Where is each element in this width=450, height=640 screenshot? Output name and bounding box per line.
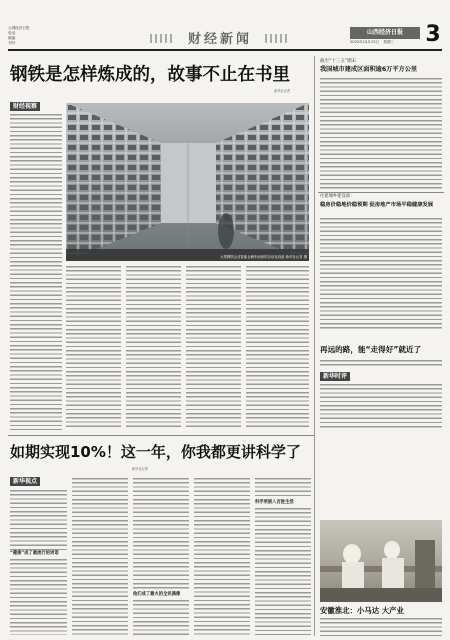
masthead xyxy=(0,0,450,60)
factory-photo xyxy=(320,520,442,602)
masthead-date xyxy=(350,40,425,45)
banner-bars-right xyxy=(265,34,290,43)
section-title: 财经新闻 xyxy=(187,32,252,47)
masthead-meta xyxy=(8,26,68,46)
second-body-col-4 xyxy=(194,478,250,635)
second-body-col-3b xyxy=(133,600,189,635)
second-body-col-1 xyxy=(10,490,67,550)
right-top-headline: 我国城市建成区面积逾6万平方公里 xyxy=(320,66,418,73)
lead-body-col-4 xyxy=(186,266,241,430)
second-subhead-3: 科学更嵌入百姓生活 xyxy=(255,500,294,505)
banner-bars-left xyxy=(150,34,175,43)
lead-section-tag: 财经视察 xyxy=(10,102,40,111)
right-mid-body xyxy=(320,218,442,330)
date: 2020年10月23日 xyxy=(350,40,380,44)
second-headline: 如期实现10%！这一年，你我都更讲科学了 xyxy=(10,443,301,461)
lead-body-col-1 xyxy=(10,114,62,430)
second-body-col-5a xyxy=(255,478,311,498)
right-rule-1 xyxy=(318,192,444,193)
right-small-body xyxy=(320,360,442,368)
lead-body-col-3 xyxy=(126,266,181,430)
new-view-tag: 新华时评 xyxy=(320,372,350,381)
paper-name: 山西经济日报 xyxy=(366,29,403,36)
column-divider xyxy=(314,56,315,636)
lead-photo-caption: 大型钢铁企业智能仓储车间里的自动化设备 新华社记者 摄 xyxy=(220,255,307,259)
right-top-kicker: 截至“十三五”期末 xyxy=(320,59,357,64)
second-body-col-3a xyxy=(133,478,189,590)
bottom-right-headline: 安徽淮北：小马达 大产业 xyxy=(320,606,404,615)
lead-body-col-5 xyxy=(246,266,309,430)
bottom-right-body xyxy=(320,618,442,636)
second-subhead-1: “健康”成了最流行的词语 xyxy=(10,551,59,556)
meta-line: 邮编： xyxy=(8,36,19,40)
section-title-banner xyxy=(150,28,290,48)
warehouse-image xyxy=(66,103,309,261)
new-view-body xyxy=(320,384,442,430)
right-top-body xyxy=(320,78,442,190)
right-small-headline: 再远的路，能“走得好”就近了 xyxy=(320,345,422,354)
second-body-col-2 xyxy=(72,478,128,635)
second-body-col-1b xyxy=(10,559,67,635)
meta-line: 云城经济日报 xyxy=(8,26,30,30)
second-subhead-2: 他们成了最火的全民偶像 xyxy=(133,592,181,597)
second-section-tag: 新华视点 xyxy=(10,477,40,486)
lead-photo xyxy=(66,103,309,261)
right-mid-headline: 稳房价稳地价稳预期 促房地产市场平稳健康发展 xyxy=(320,202,434,208)
lead-byline: 新华社记者 xyxy=(274,89,290,93)
second-body-col-5b xyxy=(255,508,311,635)
factory-image xyxy=(320,520,442,602)
mid-rule xyxy=(8,435,314,436)
lead-body-col-2 xyxy=(66,266,121,430)
page-number: 3 xyxy=(425,22,441,47)
second-byline: 新华社记者 xyxy=(132,467,148,471)
right-mid-kicker: 住建城乡建设部： xyxy=(320,194,355,199)
lead-headline: 钢铁是怎样炼成的，故事不止在书里 xyxy=(10,65,290,85)
weekday: 星期三 xyxy=(383,40,395,44)
masthead-rule xyxy=(8,49,442,51)
paper-name-block xyxy=(350,27,420,39)
meta-line: 电话： xyxy=(8,31,19,35)
meta-line: 刊号： xyxy=(8,41,19,45)
